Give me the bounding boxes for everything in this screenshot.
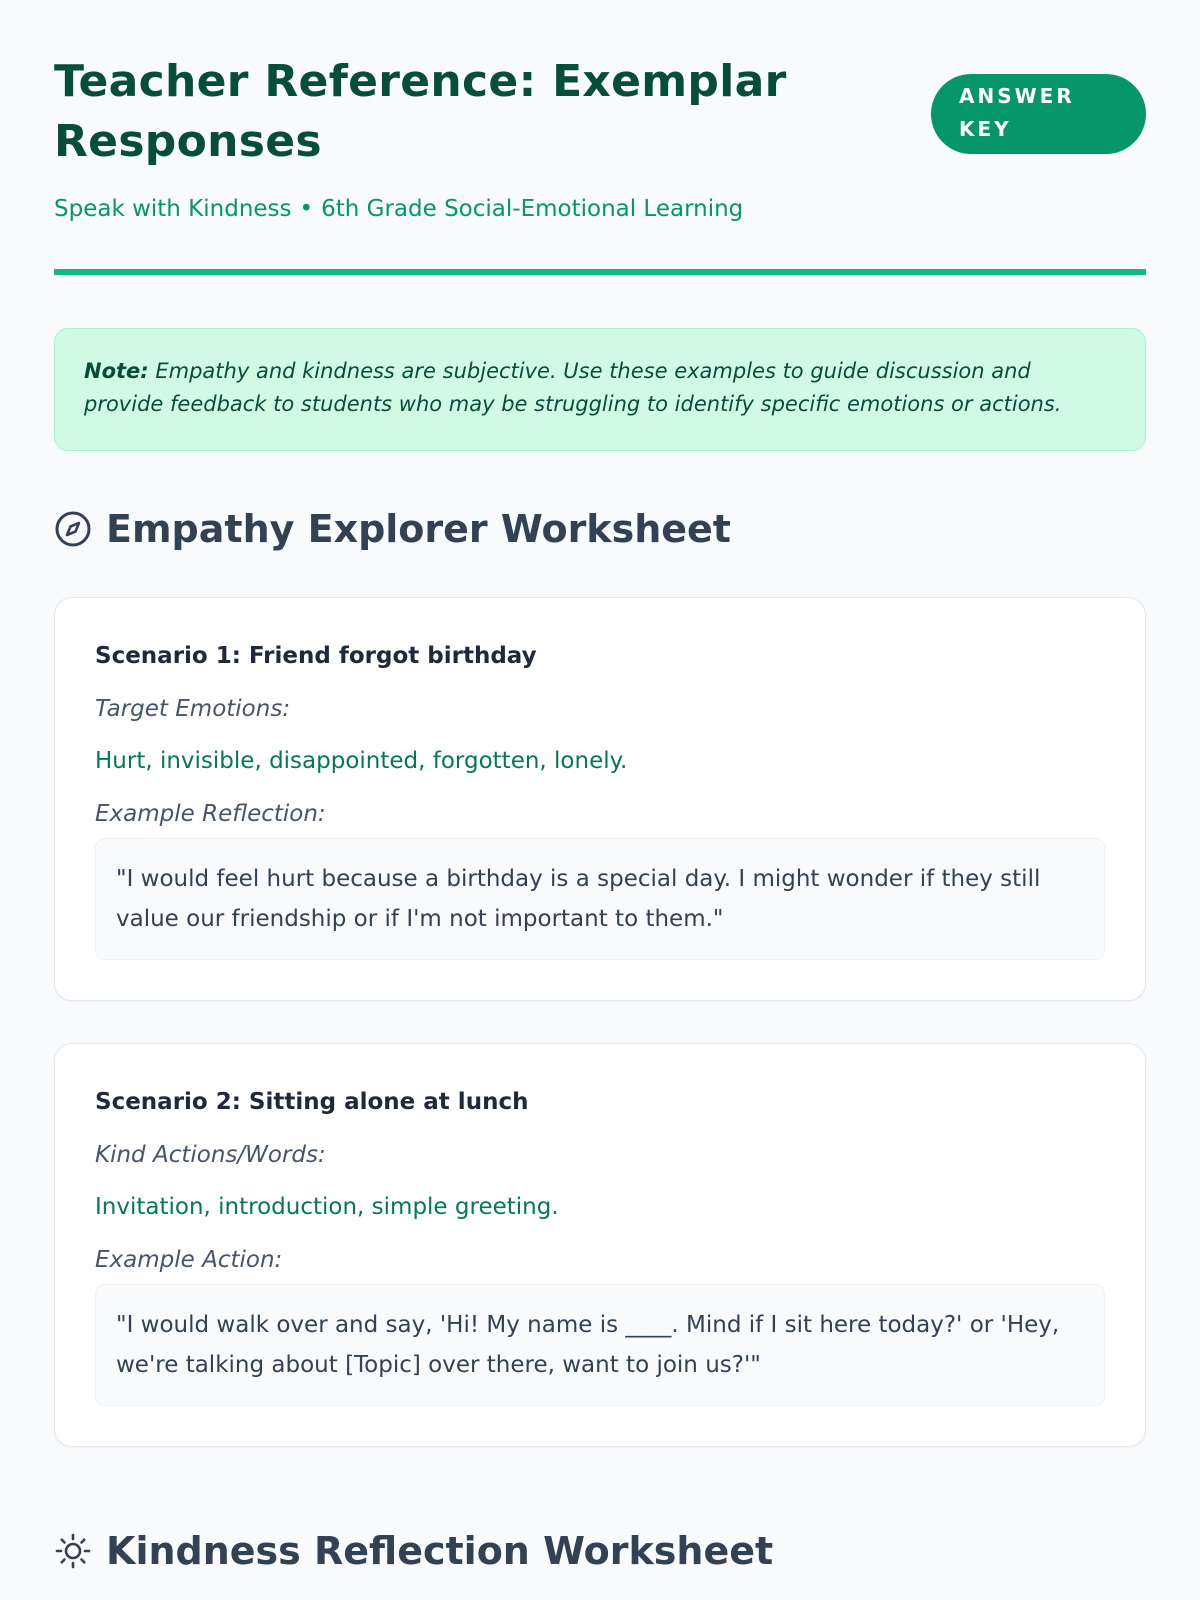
grade-level: 6th Grade Social-Emotional Learning — [321, 196, 744, 222]
answer-label: Kind Actions/Words: — [95, 1142, 326, 1168]
answer-text: Invitation, introduction, simple greeting. — [95, 1194, 559, 1220]
example-quote: "I would walk over and say, 'Hi! My name is ____. Mind if I sit here today?' or 'Hey, we're talking about [Topic] over there, want to join us?'" — [95, 1284, 1105, 1406]
answer-text: Hurt, invisible, disappointed, forgotten, lonely. — [95, 748, 628, 774]
note-label: Note: — [84, 359, 149, 383]
empathy-explorer-section — [54, 505, 1146, 1447]
header-divider — [54, 269, 1146, 275]
example-quote: "I would feel hurt because a birthday is a special day. I might wonder if they still value our friendship or if I'm not important to them." — [95, 838, 1105, 960]
answer-label: Target Emotions: — [95, 696, 291, 722]
example-label: Example Action: — [95, 1247, 283, 1273]
section-title: Kindness Reflection Worksheet — [106, 1529, 774, 1573]
scenario-card — [54, 1043, 1146, 1447]
section-title: Empathy Explorer Worksheet — [106, 507, 731, 551]
page-header — [54, 0, 1146, 275]
scenario-title: Scenario 1: Friend forgot birthday — [95, 643, 537, 669]
scenario-card — [54, 597, 1146, 1001]
section-heading — [54, 1527, 1146, 1575]
teacher-note — [54, 328, 1146, 451]
separator-dot: • — [299, 196, 314, 222]
example-label: Example Reflection: — [95, 801, 326, 827]
compass-icon — [54, 510, 92, 548]
sun-icon — [54, 1532, 92, 1570]
note-text: Empathy and kindness are subjective. Use these examples to guide discussion and provide feedback to students who may be struggling to identify specific emotions or actions. — [84, 359, 1062, 416]
answer-key-badge: ANSWER KEY — [931, 74, 1146, 154]
scenario-title: Scenario 2: Sitting alone at lunch — [95, 1089, 529, 1115]
kindness-reflection-section — [54, 1527, 1146, 1575]
section-heading — [54, 505, 1146, 553]
page-title: Teacher Reference: Exemplar Responses — [54, 56, 787, 167]
course-name: Speak with Kindness — [54, 196, 292, 222]
page-subtitle — [54, 194, 1146, 224]
